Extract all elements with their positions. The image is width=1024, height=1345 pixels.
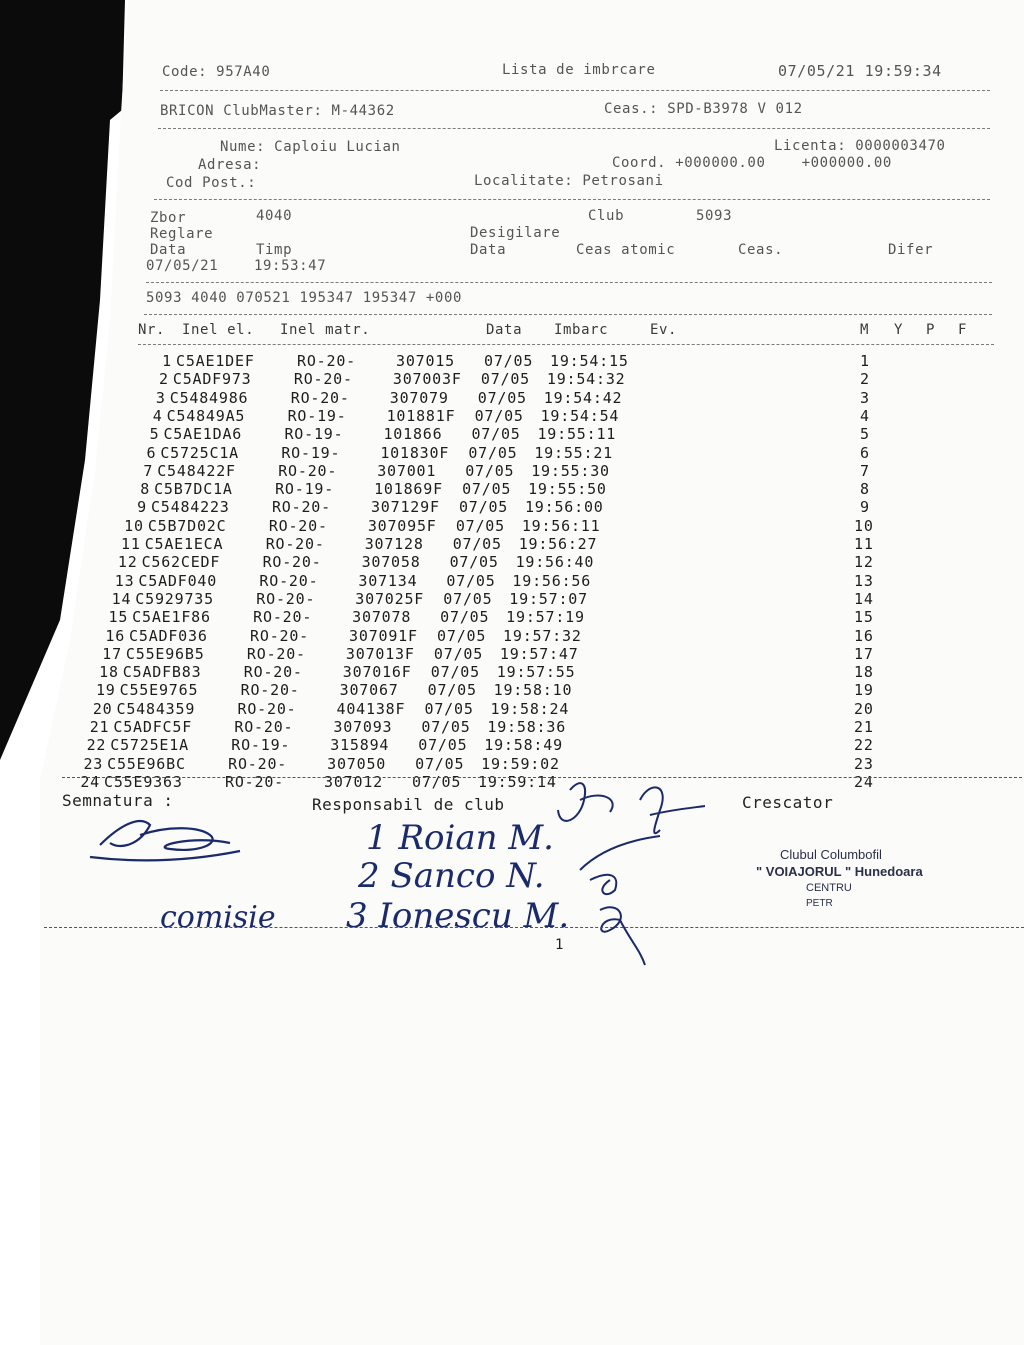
arrival-date: 07/05	[484, 352, 534, 370]
ring-series: RO-19-	[287, 406, 347, 425]
arrival-time: 19:57:19	[506, 608, 585, 627]
club-stamp-line-4: PETR	[806, 898, 833, 909]
ring-series: RO-19-	[275, 480, 335, 499]
commission-signatures	[560, 830, 690, 970]
electronic-ring: C562CEDF	[141, 553, 221, 572]
commission-member-1: 1 Roian M.	[366, 818, 554, 858]
ring-series: RO-19-	[284, 425, 344, 444]
ring-series: RO-20-	[256, 589, 316, 608]
locality: Localitate: Petrosani	[474, 173, 664, 189]
position-m: 7	[859, 461, 870, 480]
ring-series: RO-19-	[281, 443, 341, 462]
ring-number: 307134	[358, 571, 418, 590]
difference-header: Difer	[888, 242, 934, 258]
header-ev: Ev.	[650, 322, 678, 338]
electronic-ring: C5725E1A	[110, 736, 189, 755]
ring-series: RO-20-	[293, 370, 353, 389]
clubmaster-label: BRICON ClubMaster: M-44362	[160, 103, 395, 119]
position-m: 2	[859, 370, 870, 389]
divider	[144, 314, 992, 315]
arrival-date: 07/05	[452, 535, 502, 553]
arrival-time: 19:54:42	[543, 388, 623, 407]
club-stamp-line-1: Clubul Columbofil	[780, 847, 882, 862]
ring-number-index: 3	[155, 388, 166, 407]
electronic-ring: C5AE1ECA	[144, 535, 224, 553]
commission-member-2: 2 Sanco N.	[358, 856, 545, 896]
ring-number: 307016F	[342, 663, 412, 682]
ring-number-index: 9	[137, 498, 147, 517]
arrival-date: 07/05	[458, 498, 509, 517]
ring-number: 404138F	[336, 699, 406, 718]
arrival-date: 07/05	[462, 480, 512, 499]
position-m: 1	[860, 352, 870, 370]
ring-number-index: 16	[105, 626, 126, 645]
arrival-date: 07/05	[430, 663, 480, 682]
arrival-date: 07/05	[427, 681, 477, 700]
ring-number: 307013F	[345, 644, 415, 663]
ring-number-index: 5	[149, 425, 160, 444]
ring-number-index: 21	[89, 718, 110, 736]
electronic-ring: C5ADF040	[138, 571, 218, 590]
electronic-ring: C5484986	[169, 388, 249, 407]
atomic-clock-header: Ceas atomic	[576, 242, 676, 258]
ring-series: RO-20-	[250, 626, 310, 645]
ring-number-index: 20	[92, 699, 113, 718]
arrival-time: 19:59:02	[481, 754, 560, 773]
ring-number: 101866	[383, 425, 443, 444]
ring-series: RO-20-	[225, 772, 284, 791]
arrival-date: 07/05	[443, 589, 493, 608]
position-m: 12	[853, 553, 874, 572]
position-m: 15	[853, 608, 874, 627]
arrival-time: 19:57:32	[503, 626, 582, 645]
header-data: Data	[486, 322, 523, 338]
ring-number: 307001	[377, 461, 437, 480]
print-datetime: 07/05/21 19:59:34	[778, 62, 942, 80]
arrival-time: 19:57:47	[499, 644, 579, 663]
arrival-time: 19:58:10	[493, 681, 573, 700]
ring-number: 101881F	[386, 406, 456, 425]
arrival-time: 19:58:24	[490, 699, 570, 718]
header-f: F	[958, 322, 968, 338]
ring-number-index: 1	[162, 352, 172, 370]
ring-number-index: 6	[146, 443, 157, 462]
ring-number-index: 15	[108, 608, 129, 627]
reglare-time: 19:53:47	[254, 258, 327, 274]
arrival-time: 19:55:21	[534, 443, 613, 462]
zbor-label: Zbor	[150, 210, 187, 226]
arrival-date: 07/05	[437, 626, 487, 645]
ring-series: RO-20-	[234, 718, 294, 736]
ring-number-index: 19	[95, 681, 116, 700]
position-m: 17	[853, 644, 874, 663]
ring-series: RO-20-	[290, 388, 350, 407]
ring-number-index: 11	[121, 535, 141, 553]
arrival-date: 07/05	[415, 754, 465, 773]
ring-number: 307091F	[349, 626, 418, 645]
header-inel-el: Inel el.	[182, 322, 255, 338]
clock-header: Ceas.	[738, 242, 784, 258]
postal-code-label: Cod Post.:	[166, 175, 257, 191]
ring-number: 307067	[339, 681, 399, 700]
position-m: 21	[853, 718, 874, 736]
position-m: 19	[853, 681, 874, 700]
ring-number-index: 18	[99, 663, 119, 682]
commission-member-3: 3 Ionescu M.	[346, 896, 570, 936]
ring-number: 307129F	[370, 498, 440, 517]
arrival-time: 19:54:32	[546, 370, 626, 389]
document-title: Lista de imbrcare	[502, 62, 656, 78]
electronic-ring: C55E9363	[104, 772, 183, 791]
electronic-ring: C548422F	[157, 461, 236, 480]
electronic-ring: C5725C1A	[160, 443, 239, 462]
ring-number: 307058	[361, 553, 421, 572]
arrival-date: 07/05	[449, 553, 499, 572]
reglare-label: Reglare	[150, 226, 214, 242]
arrival-time: 19:57:07	[509, 589, 588, 608]
ring-number: 307050	[327, 754, 387, 773]
header-nr: Nr.	[138, 322, 166, 338]
electronic-ring: C54849A5	[166, 406, 246, 425]
position-m: 22	[853, 736, 874, 755]
ring-series: RO-20-	[240, 681, 300, 700]
ring-number-index: 13	[114, 571, 135, 590]
ring-series: RO-20-	[278, 461, 338, 480]
ring-number: 307025F	[355, 589, 425, 608]
club-label: Club	[588, 208, 625, 224]
ring-number: 101869F	[374, 480, 443, 499]
ring-series: RO-20-	[265, 535, 325, 553]
divider	[158, 128, 990, 129]
electronic-ring: C5484223	[150, 498, 230, 517]
club-value: 5093	[696, 208, 733, 224]
address-label: Adresa:	[198, 157, 262, 173]
arrival-time: 19:55:30	[531, 461, 610, 480]
ring-number-index: 22	[86, 736, 107, 755]
ring-number-index: 14	[111, 589, 132, 608]
arrival-time: 19:58:36	[487, 718, 567, 736]
ring-number: 307012	[324, 772, 383, 791]
ring-number: 307095F	[367, 516, 437, 535]
divider	[154, 199, 990, 200]
position-m: 14	[853, 589, 874, 608]
ring-number: 307003F	[392, 370, 462, 389]
electronic-ring: C5AE1F86	[132, 608, 211, 627]
electronic-ring: C5ADF036	[129, 626, 208, 645]
ring-number-index: 12	[117, 553, 138, 572]
arrival-time: 19:56:27	[518, 535, 598, 553]
position-m: 11	[853, 535, 874, 553]
ring-series: RO-20-	[243, 663, 303, 682]
position-m: 3	[859, 388, 870, 407]
arrival-time: 19:56:40	[515, 553, 595, 572]
arrival-date: 07/05	[477, 388, 527, 407]
position-m: 10	[853, 516, 874, 535]
electronic-ring: C55E96BC	[107, 754, 186, 773]
position-m: 5	[859, 425, 870, 444]
electronic-ring: C5AE1DA6	[163, 425, 243, 444]
license-number: Licenta: 0000003470	[774, 138, 946, 154]
arrival-time: 19:55:50	[528, 480, 607, 499]
ring-series: RO-20-	[253, 608, 313, 627]
header-m: M	[860, 322, 870, 338]
ring-number-index: 4	[152, 406, 163, 425]
reglare-data-header: Data	[150, 242, 187, 258]
arrival-date: 07/05	[440, 608, 490, 627]
divider	[138, 344, 994, 345]
divider	[146, 282, 992, 283]
electronic-ring: C5929735	[135, 589, 214, 608]
breeder-label: Crescator	[742, 793, 834, 812]
arrival-date: 07/05	[465, 461, 515, 480]
arrival-time: 19:57:55	[496, 663, 576, 682]
page-number: 1	[555, 937, 564, 953]
arrival-time: 19:56:56	[512, 571, 592, 590]
ring-number-index: 24	[80, 772, 100, 791]
ring-series: RO-20-	[262, 553, 322, 572]
header-y: Y	[894, 322, 904, 338]
arrival-time: 19:55:11	[537, 425, 617, 444]
divider	[44, 927, 1024, 928]
electronic-ring: C5484359	[116, 699, 196, 718]
ring-number: 101830F	[380, 443, 450, 462]
club-responsible-label: Responsabil de club	[312, 795, 505, 814]
arrival-date: 07/05	[421, 718, 471, 736]
coordinates: Coord. +000000.00 +000000.00	[612, 155, 892, 171]
ring-number-index: 8	[140, 480, 151, 499]
flight-code-line: 5093 4040 070521 195347 195347 +000	[146, 290, 463, 306]
divider	[160, 90, 990, 91]
ring-series: RO-20-	[268, 516, 328, 535]
clock-label: Ceas.: SPD-B3978 V 012	[604, 101, 803, 117]
arrival-date: 07/05	[418, 736, 468, 755]
ring-series: RO-20-	[297, 352, 356, 370]
electronic-ring: C5B7D02C	[147, 516, 227, 535]
position-m: 16	[853, 626, 874, 645]
position-m: 8	[859, 480, 870, 499]
ring-number: 307093	[333, 718, 393, 736]
arrival-date: 07/05	[471, 425, 521, 444]
breeder-signature	[80, 805, 250, 875]
position-m: 9	[859, 498, 870, 517]
ring-number: 315894	[330, 736, 390, 755]
position-m: 13	[853, 571, 874, 590]
commission-label: comisie	[160, 900, 276, 935]
header-p: P	[926, 322, 936, 338]
position-m: 4	[859, 406, 870, 425]
ring-number-index: 23	[83, 754, 104, 773]
arrival-date: 07/05	[433, 644, 484, 663]
arrival-time: 19:58:49	[484, 736, 563, 755]
reglare-date: 07/05/21	[146, 258, 219, 274]
ring-number-index: 17	[102, 644, 122, 663]
arrival-date: 07/05	[455, 516, 505, 535]
electronic-ring: C55E96B5	[125, 644, 205, 663]
arrival-time: 19:56:00	[524, 498, 604, 517]
electronic-ring: C5ADFC5F	[113, 718, 193, 736]
signature-label: Semnatura :	[62, 791, 174, 810]
position-m: 6	[859, 443, 870, 462]
ring-series: RO-20-	[259, 571, 319, 590]
header-imbarc: Imbarc	[554, 322, 609, 338]
code-label: Code: 957A40	[162, 64, 271, 80]
arrival-time: 19:56:11	[521, 516, 601, 535]
position-m: 18	[853, 663, 874, 682]
arrival-date: 07/05	[446, 571, 496, 590]
arrival-date: 07/05	[480, 370, 531, 389]
ring-number-index: 7	[143, 461, 154, 480]
club-stamp-line-3: CENTRU	[806, 882, 852, 894]
reglare-timp-header: Timp	[256, 242, 293, 258]
ring-series: RO-19-	[231, 736, 291, 755]
desigilare-data-header: Data	[470, 242, 507, 258]
arrival-time: 19:59:14	[478, 772, 557, 791]
ring-number: 307128	[364, 535, 424, 553]
ring-number-index: 2	[159, 370, 169, 389]
electronic-ring: C5ADFB83	[122, 663, 202, 682]
header-inel-matr: Inel matr.	[280, 322, 371, 338]
position-m: 20	[853, 699, 874, 718]
zbor-value: 4040	[256, 208, 293, 224]
club-stamp-line-2: " VOIAJORUL " Hunedoara	[756, 864, 923, 879]
electronic-ring: C5AE1DEF	[176, 352, 255, 370]
owner-name: Nume: Caploiu Lucian	[220, 139, 401, 155]
electronic-ring: C5B7DC1A	[154, 480, 233, 499]
arrival-time: 19:54:54	[540, 406, 620, 425]
ring-series: RO-20-	[237, 699, 297, 718]
ring-number: 307015	[396, 352, 455, 370]
ring-series: RO-20-	[246, 644, 306, 663]
arrival-date: 07/05	[424, 699, 474, 718]
position-m: 24	[854, 772, 874, 791]
electronic-ring: C55E9765	[119, 681, 199, 700]
arrival-date: 07/05	[468, 443, 518, 462]
arrival-time: 19:54:15	[550, 352, 629, 370]
ring-series: RO-20-	[228, 754, 288, 773]
arrival-date: 07/05	[412, 772, 462, 791]
ring-number: 307078	[352, 608, 412, 627]
ring-number-index: 10	[124, 516, 144, 535]
ring-series: RO-20-	[271, 498, 331, 517]
electronic-ring: C5ADF973	[172, 370, 252, 389]
desigilare-label: Desigilare	[470, 225, 561, 241]
ring-number: 307079	[389, 388, 449, 407]
position-m: 23	[853, 754, 874, 773]
arrival-date: 07/05	[474, 406, 524, 425]
